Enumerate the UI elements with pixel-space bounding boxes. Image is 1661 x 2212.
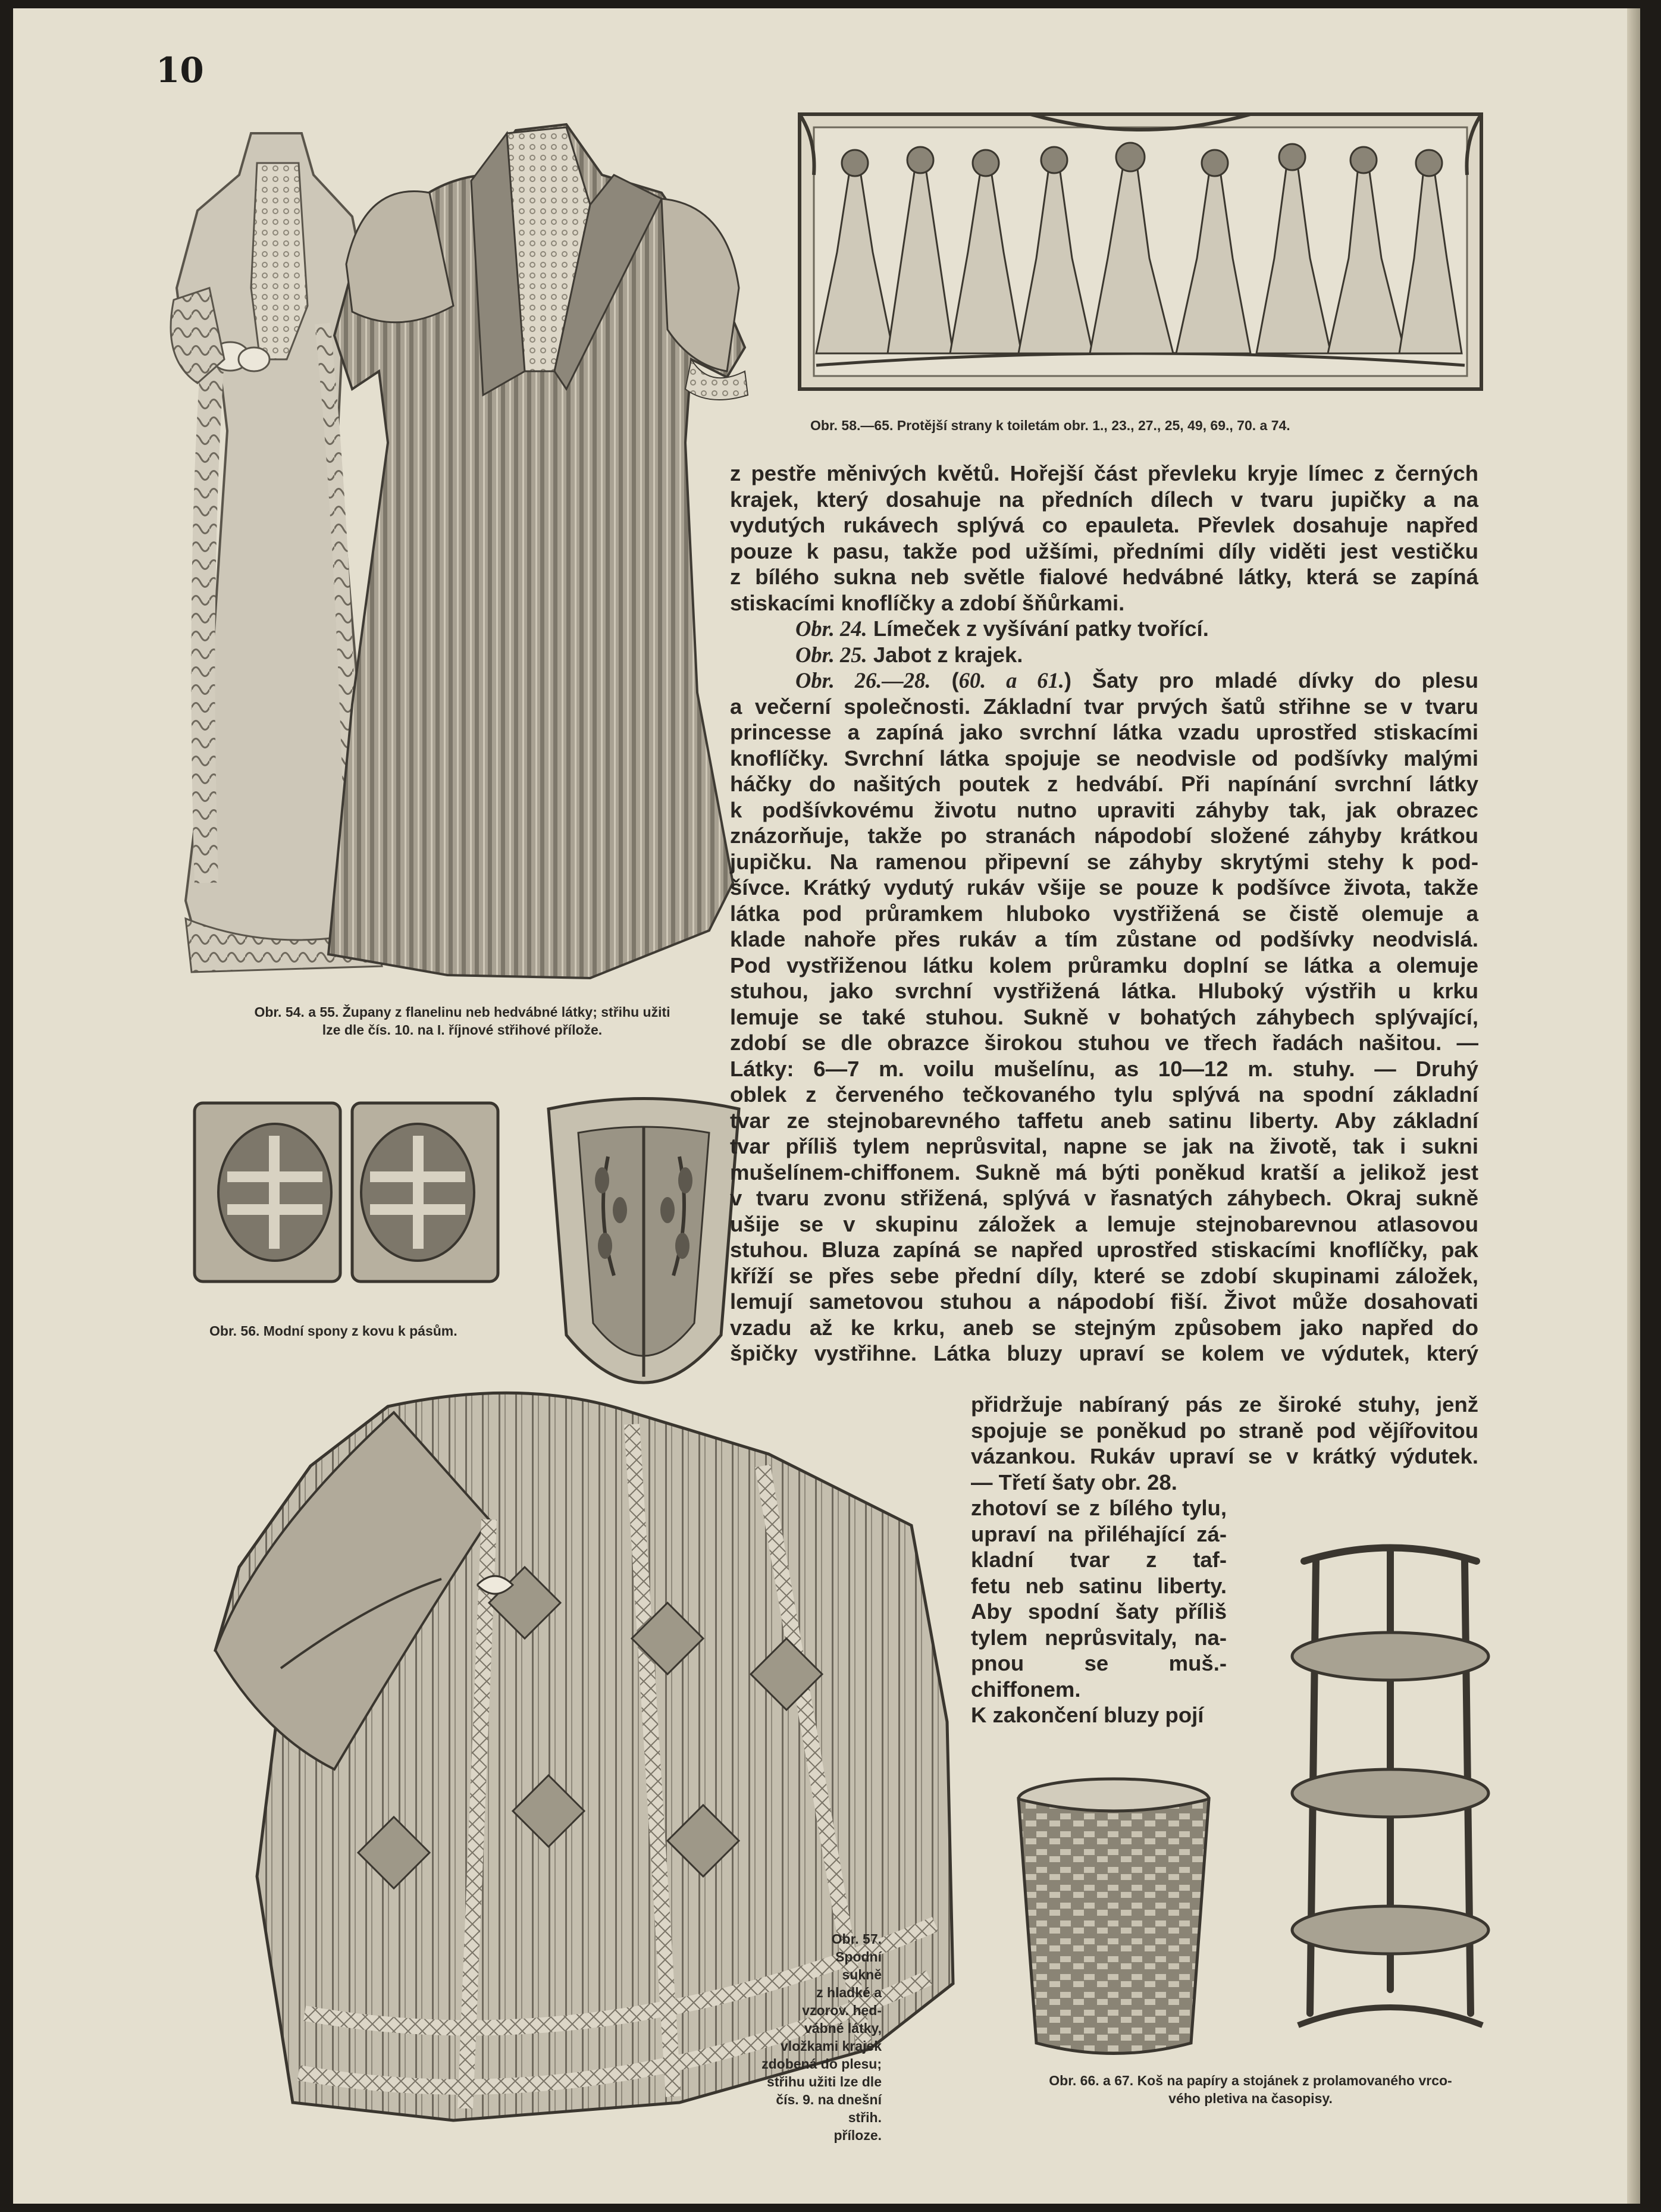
caption-fig-54-55: Obr. 54. a 55. Župany z flanelinu neb hedvábné látky; střihu užiti lze dle čís. 10. na I. říjnové střihové přílože. <box>254 1004 670 1038</box>
buckle-illustration-left <box>192 1100 501 1284</box>
buckle-illustration-right <box>543 1097 745 1412</box>
fig25-line: Obr. 25. Jabot z krajek. <box>795 642 1023 667</box>
article-text-narrow: zhotoví se z bílého tylu, upraví na přiléhající zá- kladní tvar z taf- fetu neb satinu liberty. Aby spodní šaty příliš tylem neprůsvitaly, na- pnou se muš.-chiffonem. K zakončení bluzy pojí <box>971 1496 1227 1727</box>
magazine-page <box>13 8 1640 2204</box>
caption-fig-58-65: Obr. 58.—65. Protější strany k toiletám obr. 1., 23., 27., 25, 49, 69., 70. a 74. <box>810 418 1290 433</box>
fashion-frieze-illustration <box>792 104 1488 395</box>
fig24-line: Obr. 24. Límeček z vyšívání patky tvořící. <box>795 616 1209 641</box>
article-text-mid: přidržuje nabíraný pás ze široké stuhy, jenž spojuje se poněkud po straně pod vějířovitou vázankou. Rukáv upraví se v krátký výdutek. — Třetí šaty obr. 28. <box>971 1392 1478 1494</box>
robes-illustration <box>174 109 751 984</box>
waste-basket-illustration <box>1013 1775 1215 2061</box>
fig26-line: Obr. 26.—28. (60. a 61.) Šaty pro mladé dívky do plesu <box>795 668 1478 693</box>
caption-fig-57: Obr. 57. Spodní sukně z hladké a vzorov. hed- vábné látky, vložkami krajek zdobená do plesu; střihu užiti lze dle čís. 9. na dnešní střih. příloze. <box>761 1931 882 2143</box>
page-number: 10 <box>156 50 204 90</box>
caption-fig-66-67: Obr. 66. a 67. Koš na papíry a stojánek z prolamovaného vrco- vého pletiva na časopisy. <box>1049 2073 1452 2106</box>
article-text-wide: z pestře měnivých květů. Hořejší část převleku kryje límec z černých krajek, který dosahuje na předních dílech v tvaru jupičky a na vydutých rukávech splývá co epauleta. Převlek dosahuje napřed pouze k pasu, takže pod užšími, předními díly viděti jest vestičku z bílého sukna neb světle fialové hedvábné látky, která se zapíná stiskacími knoflíčky a zdobí šňůrkami. Obr. 24. Límeček z vyšívání patky tvořící. Obr. 25. Jabot z krajek. Obr. 26.—28. (60. a 61.) Šaty pro mladé dívky do plesu a večerní společnosti. Základní tvar prvých šatů střihne se v tvaru princesse a zapíná jako svrchní látka vzadu uprostřed stiskacími knoflíčky. Svrchní látka spojuje se neodvisle od podšívky malými háčky do našitých poutek z hedvábí. Při napínání svrchní látky k podšívkovému životu nutno upraviti záhyby tak, jak obrazec znázorňuje, takže po stranách nápodobí složené záhyby krátkou jupičku. Na ramenou připevní se záhyby skrytými stehy k pod- šívce. Krátký vydutý rukáv všije se pouze k podšívce života, takže látka pod průramkem hluboko vystřižená se čistě olemuje a klade nahoře přes rukáv a tím zůstane od podšívky neodvislá. Pod vystřiženou látku kolem průramku doplní se látka a olemuje stuhou, jako svrchní vystřižená látka. Hluboký výstřih u krku lemuje se také stuhou. Sukně v bohatých záhybech splývající, zdobí se dle obrazce širokou stuhou ve třech řadách našitou. — Látky: 6—7 m. voilu mušelínu, as 10—12 m. stuhy. — Druhý oblek z červeného tečkovaného tylu splývá na spodní základní tvar ze stejnobarevného taffetu aneb satinu liberty. Aby základní tvar příliš tylem neprůsvital, napne se jak na životě, tak i sukni mušelínem-chiffonem. Sukně má býti poněkud kratší a jelikož jest v tvaru zvonu střižená, splývá v řasnatých záhybech. Okraj sukně ušije se v skupinu záložek a lemuje stejnobarevnou atlasovou stuhou. Bluza zapíná se napřed uprostřed stiskacími knoflíčky, pak kříží se přes sebe přední díly, které se zdobí skupinami záložek, lemují sametovou stuhou a nápodobí fiší. Život může dosahovati vzadu až ke krku, aneb se stejným způsobem jako napřed do špičky vystřihne. Látka bluzy upraví se kolem ve výdutek, který <box>730 461 1478 1365</box>
page-edge <box>1627 8 1640 2204</box>
magazine-stand-illustration <box>1280 1537 1500 2037</box>
caption-fig-56: Obr. 56. Modní spony z kovu k pásům. <box>209 1323 457 1339</box>
